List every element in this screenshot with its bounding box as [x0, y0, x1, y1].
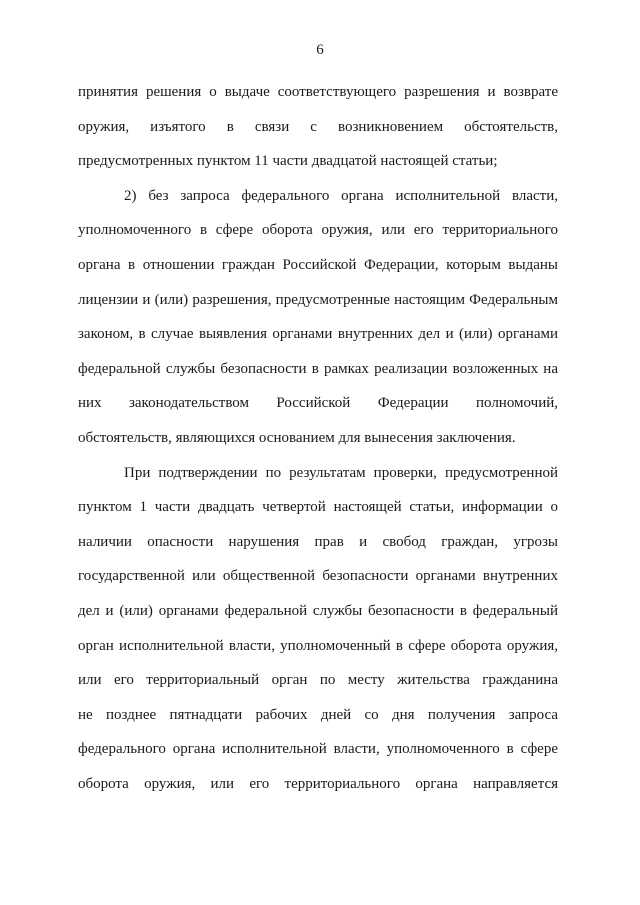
text-line: наличии опасности нарушения прав и свобод граждан, угрозы: [78, 533, 558, 550]
text-line: федеральной службы безопасности в рамках реализации возложенных на: [78, 360, 558, 377]
text-line: оборота оружия, или его территориального органа направляется: [78, 775, 558, 792]
text-line: принятия решения о выдаче соответствующего разрешения и возврате: [78, 84, 558, 100]
paragraph-1: [78, 75, 558, 179]
paragraph-2: [78, 179, 558, 456]
text-line: уполномоченного в сфере оборота оружия, или его территориального: [78, 222, 558, 239]
text-line: органа в отношении граждан Российской Федерации, которым выданы: [78, 256, 558, 273]
text-line: или его территориальный орган по месту жительства гражданина: [78, 672, 558, 689]
text-line: лицензии и (или) разрешения, предусмотренные настоящим Федеральным: [78, 291, 558, 308]
text-line: 2) без запроса федерального органа исполнительной власти,: [124, 187, 558, 204]
text-line: обстоятельств, являющихся основанием для вынесения заключения.: [78, 429, 516, 446]
text-line: пунктом 1 части двадцать четвертой настоящей статьи, информации о: [78, 499, 558, 516]
text-line: них законодательством Российской Федерации полномочий,: [78, 395, 558, 412]
document-body: [78, 75, 558, 801]
paragraph-3: [78, 456, 558, 802]
text-line: При подтверждении по результатам проверки, предусмотренной: [124, 464, 558, 481]
text-line: дел и (или) органами федеральной службы безопасности в федеральный: [78, 602, 558, 619]
text-line: федерального органа исполнительной власти, уполномоченного в сфере: [78, 741, 558, 758]
text-line: законом, в случае выявления органами внутренних дел и (или) органами: [78, 326, 558, 343]
text-line: государственной или общественной безопасности органами внутренних: [78, 568, 558, 585]
text-line: предусмотренных пунктом 11 части двадцатой настоящей статьи;: [78, 153, 498, 170]
text-line: орган исполнительной власти, уполномоченный в сфере оборота оружия,: [78, 637, 558, 654]
text-line: не позднее пятнадцати рабочих дней со дня получения запроса: [78, 706, 558, 723]
text-line: оружия, изъятого в связи с возникновением обстоятельств,: [78, 118, 558, 135]
page-number: 6: [316, 42, 324, 58]
